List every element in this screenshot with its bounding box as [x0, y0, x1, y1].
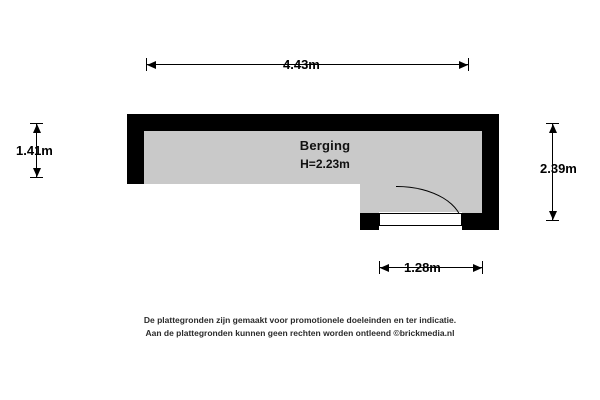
dim-right-cap-bottom [546, 220, 559, 221]
dim-bottom-arrow-left [380, 264, 389, 272]
disclaimer-line-1: De plattegronden zijn gemaakt voor promotionele doeleinden en ter indicatie. [143, 315, 457, 325]
dim-bottom-arrow-right [473, 264, 482, 272]
dim-left-arrow-down [33, 168, 41, 177]
room-name: Berging [299, 138, 351, 153]
disclaimer [0, 314, 600, 340]
dim-bottom-label: 1.28m [404, 260, 441, 275]
room-height: H=2.23m [300, 157, 350, 171]
dim-left-arrow-up [33, 124, 41, 133]
dim-top-arrow-right [459, 61, 468, 69]
dim-top-cap-right [468, 58, 469, 71]
room-label [245, 138, 405, 172]
dim-left-label: 1.41m [16, 143, 53, 158]
dim-right-arrow-down [549, 211, 557, 220]
dim-left-cap-bottom [30, 177, 43, 178]
dim-top-arrow-left [147, 61, 156, 69]
disclaimer-line-2: Aan de plattegronden kunnen geen rechten worden ontleend ©brickmedia.nl [145, 328, 455, 338]
door-leaf [379, 213, 462, 226]
floorplan-notch-cutout [127, 184, 360, 230]
dim-bottom-cap-right [482, 261, 483, 274]
dim-right-arrow-up [549, 124, 557, 133]
dim-right-label: 2.39m [540, 161, 577, 176]
dim-top-label: 4.43m [283, 57, 320, 72]
